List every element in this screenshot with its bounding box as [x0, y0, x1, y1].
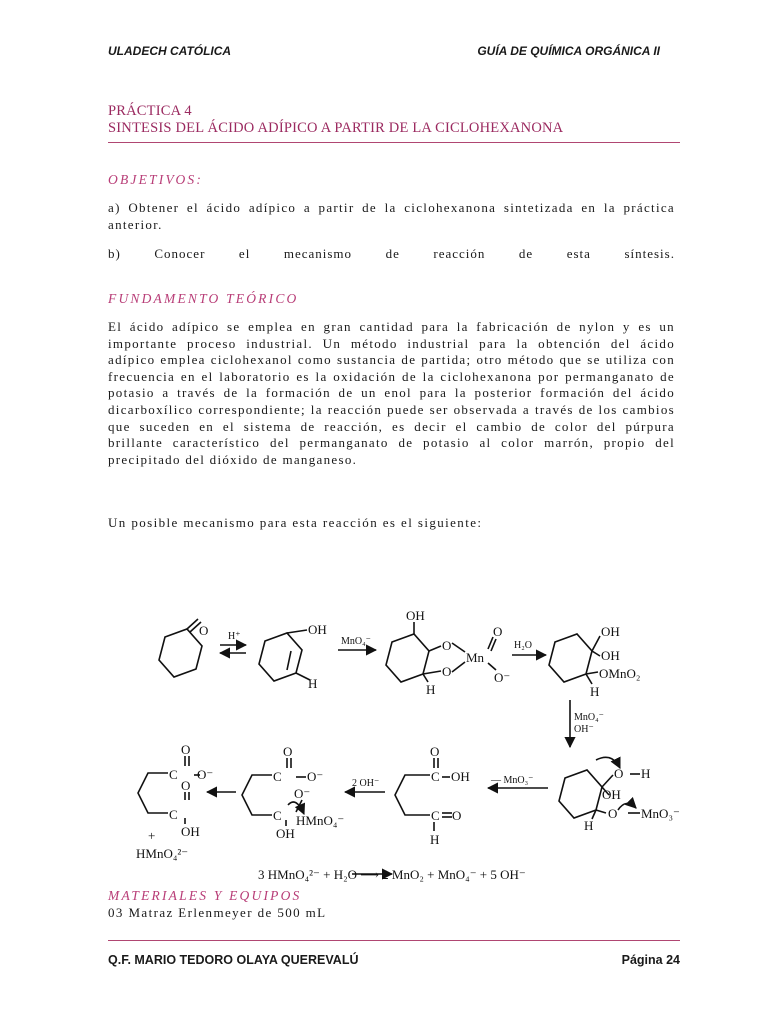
intermediate-mno3: MnO₃⁻ — [641, 806, 680, 821]
manganate-ester-ring — [386, 634, 429, 682]
fundamento-paragraph: El ácido adípico se emplea en gran cantidad para la fabricación de nylon y es un importante proceso industrial. Un método industrial para la obtención del ácido adípico emplea ciclohexanol como sustancia de partida; otro método que se utiliza con frecuencia en el laboratorio es la oxidación de la ciclohexanona por permanganato de potasio a través de la formación de un enol para la posterior formación del ácido dicarboxílico correspondiente; la reacción puede ser observada a través de los cambios que suceden en el sistema de reacción, es decir el cambio de color del púrpura brillante característico del permanganato de potasio al color marrón, propio del precipitado del dióxido de manganeso. — [108, 319, 675, 467]
ester-o-top: O — [442, 638, 452, 653]
label-mno4-down: MnO₄⁻ — [574, 712, 604, 723]
tetra-hmno4: HMnO₄⁻ — [296, 813, 345, 828]
hydrate-omno2: OMnO₂ — [599, 666, 641, 681]
tetra-o-minus: O⁻ — [307, 769, 324, 784]
tetra-oh: OH — [276, 826, 295, 841]
cyclohexanone-ring — [159, 629, 202, 677]
aldehyde-o: O — [452, 808, 462, 823]
enol-oh: OH — [308, 622, 327, 637]
ester-mn-o: O — [493, 624, 503, 639]
header-course: GUÍA DE QUÍMICA ORGÁNICA II — [477, 44, 660, 58]
label-minus-mno3: — MnO₃⁻ — [491, 775, 534, 786]
ester-mn: Mn — [466, 650, 485, 665]
header-institution: ULADECH CATÓLICA — [108, 44, 232, 58]
mechanism-intro: Un posible mecanismo para esta reacción es el siguiente: — [108, 515, 483, 530]
ester-o-minus: O⁻ — [494, 670, 511, 685]
balanced-equation: 3 HMnO₄²⁻ + H₂O ⟶ 2 MnO₂ + MnO₄⁻ + 5 OH⁻ — [258, 867, 526, 882]
ester-h: H — [426, 682, 436, 697]
byproduct-hmno4: HMnO₄²⁻ — [136, 846, 189, 861]
objetivo-b-word: reacción — [433, 246, 486, 261]
keto-o: O — [430, 744, 440, 759]
keto-aldehyde-chain — [395, 775, 430, 815]
materiales-heading: MATERIALES Y EQUIPOS — [108, 888, 302, 903]
ester-oh: OH — [406, 608, 425, 623]
hydrate-oh-1: OH — [601, 624, 620, 639]
objetivo-b-word: el — [238, 246, 251, 261]
ester-o-bottom: O — [442, 664, 452, 679]
footer-page-number: Página 24 — [621, 953, 680, 967]
intermediate-oh: OH — [602, 787, 621, 802]
cyclohexanone-o: O — [199, 623, 209, 638]
intermediate-h: H — [641, 766, 651, 781]
adipate-o-top: O — [181, 742, 191, 757]
keto-c: C — [431, 769, 440, 784]
objetivo-b-word: síntesis. — [624, 246, 675, 261]
objetivo-b — [108, 246, 675, 262]
plus-sign: + — [148, 828, 156, 843]
objetivo-b-word: de — [385, 246, 400, 261]
intermediate-o2: O — [608, 806, 618, 821]
reaction-mechanism-diagram — [0, 600, 768, 890]
objetivo-b-word: mecanismo — [283, 246, 353, 261]
tetra-o-side: O⁻ — [294, 786, 311, 801]
footer-rule — [108, 940, 680, 941]
label-oh-down: OH⁻ — [574, 724, 594, 735]
title-rule — [108, 142, 680, 143]
objetivos-heading: OBJETIVOS: — [108, 172, 204, 187]
objetivo-b-word: Conocer — [154, 246, 206, 261]
adipate-c-top: C — [169, 767, 178, 782]
footer-author: Q.F. MARIO TEDORO OLAYA QUEREVALÚ — [108, 953, 359, 967]
aldehyde-c: C — [431, 808, 440, 823]
enol-ring — [259, 633, 302, 681]
practice-title: SINTESIS DEL ÁCIDO ADÍPICO A PARTIR DE LA CICLOHEXANONA — [108, 120, 564, 136]
aldehyde-h: H — [430, 832, 440, 847]
materiales-item-1: 03 Matraz Erlenmeyer de 500 mL — [108, 905, 327, 920]
tetra-o: O — [283, 744, 293, 759]
intermediate-o: O — [614, 766, 624, 781]
fundamento-heading: FUNDAMENTO TEÓRICO — [108, 291, 299, 306]
label-h2o: H₂O — [514, 640, 532, 651]
adipate-o-mid: O — [181, 778, 191, 793]
intermediate-h2: H — [584, 818, 594, 833]
adipate-o-minus: O⁻ — [197, 767, 214, 782]
tetra-c-top: C — [273, 769, 282, 784]
objetivo-b-word: b) — [108, 246, 121, 261]
label-mno4: MnO₄⁻ — [341, 636, 371, 647]
hydrate-h: H — [590, 684, 600, 699]
tetrahedral-intermediate-chain — [242, 775, 272, 815]
label-two-oh: 2 OH⁻ — [352, 778, 380, 789]
enol-h: H — [308, 676, 318, 691]
objetivo-b-word: de — [518, 246, 534, 261]
label-h-plus: H⁺ — [228, 631, 241, 642]
keto-oh: OH — [451, 769, 470, 784]
objetivo-a: a) Obtener el ácido adípico a partir de la ciclohexanona sintetizada en la práctica anterior. — [108, 200, 675, 232]
adipate-c-bottom: C — [169, 807, 178, 822]
objetivo-b-word: esta — [566, 246, 591, 261]
adipate-oh: OH — [181, 824, 200, 839]
adipate-chain — [138, 773, 168, 813]
hydrate-oh-2: OH — [601, 648, 620, 663]
tetra-c-bottom: C — [273, 808, 282, 823]
practice-number: PRÁCTICA 4 — [108, 103, 192, 119]
